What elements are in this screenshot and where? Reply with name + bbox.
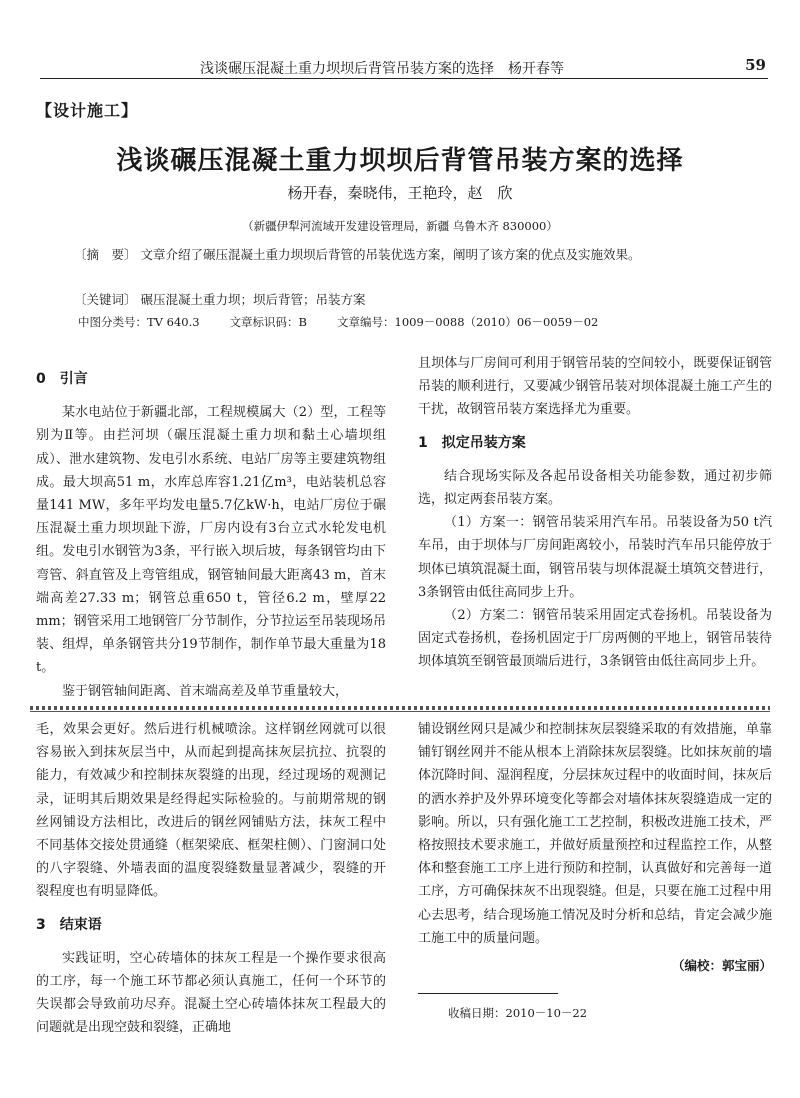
affiliation: （新疆伊犁河流域开发建设管理局，新疆 乌鲁木齐 830000） [242,219,558,233]
running-title: 浅谈碾压混凝土重力坝坝后背管吊装方案的选择 杨开春等 [200,61,564,77]
footnote-rule [418,993,558,994]
article-meta [78,314,598,330]
clc-number: 中图分类号：TV 640.3 [78,315,200,329]
keywords-text: 碾压混凝土重力坝；坝后背管；吊装方案 [140,292,366,307]
heading-scheme: 1 拟定吊装方案 [418,434,526,451]
running-header [40,52,768,79]
left-column-bottom [36,718,386,1040]
section-divider [30,706,770,710]
keywords-label: 〔关键词〕 [74,292,137,307]
paragraph: （1）方案一：钢管吊装采用汽车吊。吊装设备为50 t汽车吊，由于坝体与厂房间距离较小，吊装时汽车吊只能停放于坝体已填筑混凝土面，钢管吊装与坝体混凝土填筑交替进行，3条钢管由低往高同步上升。 [418,515,772,600]
paragraph: 某水电站位于新疆北部，工程规模属大（2）型，工程等别为Ⅱ等。由拦河坝（碾压混凝土重力坝和黏土心墙坝组成）、泄水建筑物、发电引水系统、电站厂房等主要建筑物组成。最大坝高51 m，水库总库容1.21亿m³，电站装机总容量141 MW，多年平均发电量5.7亿kW·h，电站厂房位于碾压混凝土重力坝坝趾下游，厂房内设有3台立式水轮发电机组。发电引水钢管为3条，平行嵌入坝后坡，每条钢管均由下弯管、斜直管及上弯管组成，钢管轴间最大距离43 m，首末端高差27.33 m；钢管总重650 t，管径6.2 m，壁厚22 mm；钢管采用工地钢管厂分节制作，分节拉运至吊装现场吊装、组焊，单条钢管共分19节制作，制作单节最大重量为18 t。 [36,405,386,676]
section-divider-line [30,711,770,712]
keywords [74,290,754,308]
article-number: 文章编号：1009－0088（2010）06－0059－02 [337,315,599,329]
heading-introduction: 0 引言 [36,371,88,387]
abstract-text: 文章介绍了碾压混凝土重力坝坝后背管的吊装优选方案，阐明了该方案的优点及实施效果。 [140,247,641,262]
article-title: 浅谈碾压混凝土重力坝坝后背管吊装方案的选择 [116,146,684,176]
received-date: 收稿日期：2010－10－22 [448,1006,588,1021]
right-column-top [418,352,772,674]
paragraph: 实践证明，空心砖墙体的抹灰工程是一个操作要求很高的工序，每一个施工环节都必须认真施工，任何一个环节的失误都会导致前功尽弃。混凝土空心砖墙体抹灰工程最大的问题就是出现空鼓和裂缝，正确地 [36,950,386,1036]
abstract [74,244,754,266]
paragraph: 结合现场实际及各起吊设备相关功能参数，通过初步筛选，拟定两套吊装方案。 [418,468,772,508]
right-column-bottom [418,718,772,1025]
heading-conclusion: 3 结束语 [36,916,102,933]
editor-note: （编校：郭宝丽） [671,958,772,974]
doc-code: 文章标识码：B [229,315,308,329]
paragraph: （2）方案二：钢管吊装采用固定式卷扬机。吊装设备为固定式卷扬机，卷扬机固定于厂房两侧的平地上，钢管吊装待坝体填筑至钢管最顶端后进行，3条钢管由低往高同步上升。 [418,608,772,670]
authors: 杨开春，秦晓伟，王艳玲，赵 欣 [287,184,513,202]
paragraph: 毛，效果会更好。然后进行机械喷涂。这样钢丝网就可以很容易嵌入到抹灰层当中，从而起到提高抹灰层抗拉、抗裂的能力，有效减少和控制抹灰裂缝的出现，经过现场的观测记录，证明其后期效果是经得起实际检验的。与前期常规的钢丝网铺设方法相比，改进后的钢丝网铺贴方法，抹灰工程中不同基体交接处贯通缝（框架梁底、框架柱侧）、门窗洞口处的八字裂缝、外墙表面的温度裂缝数量显著减少，裂缝的开裂程度也有明显降低。 [36,722,386,900]
page-number: 59 [745,56,766,74]
paragraph: 铺设钢丝网只是减少和控制抹灰层裂缝采取的有效措施，单靠铺钉钢丝网并不能从根本上消除抹灰层裂缝。比如抹灰前的墙体沉降时间、湿润程度，分层抹灰过程中的收面时间，抹灰后的洒水养护及外界环境变化等都会对墙体抹灰裂缝造成一定的影响。所以，只有强化施工工艺控制，积极改进施工技术，严格按照技术要求施工，并做好质量预控和过程监控工作，从整体和整套施工工序上进行预防和控制，认真做好和完善每一道工序，方可确保抹灰不出现裂缝。但是，只要在施工过程中用心去思考，结合现场施工情况及时分析和总结，肯定会减少施工施工中的质量问题。 [418,722,772,946]
abstract-label: 〔摘 要〕 [74,247,137,262]
section-tag: 【设计施工】 [36,101,139,120]
left-column-top [36,358,386,703]
paragraph: 且坝体与厂房间可利用于钢管吊装的空间较小，既要保证钢管吊装的顺利进行，又要减少钢管吊装对坝体混凝土施工产生的干扰，故钢管吊装方案选择尤为重要。 [418,356,772,418]
paragraph: 鉴于钢管轴间距离、首末端高差及单节重量较大， [62,683,349,699]
